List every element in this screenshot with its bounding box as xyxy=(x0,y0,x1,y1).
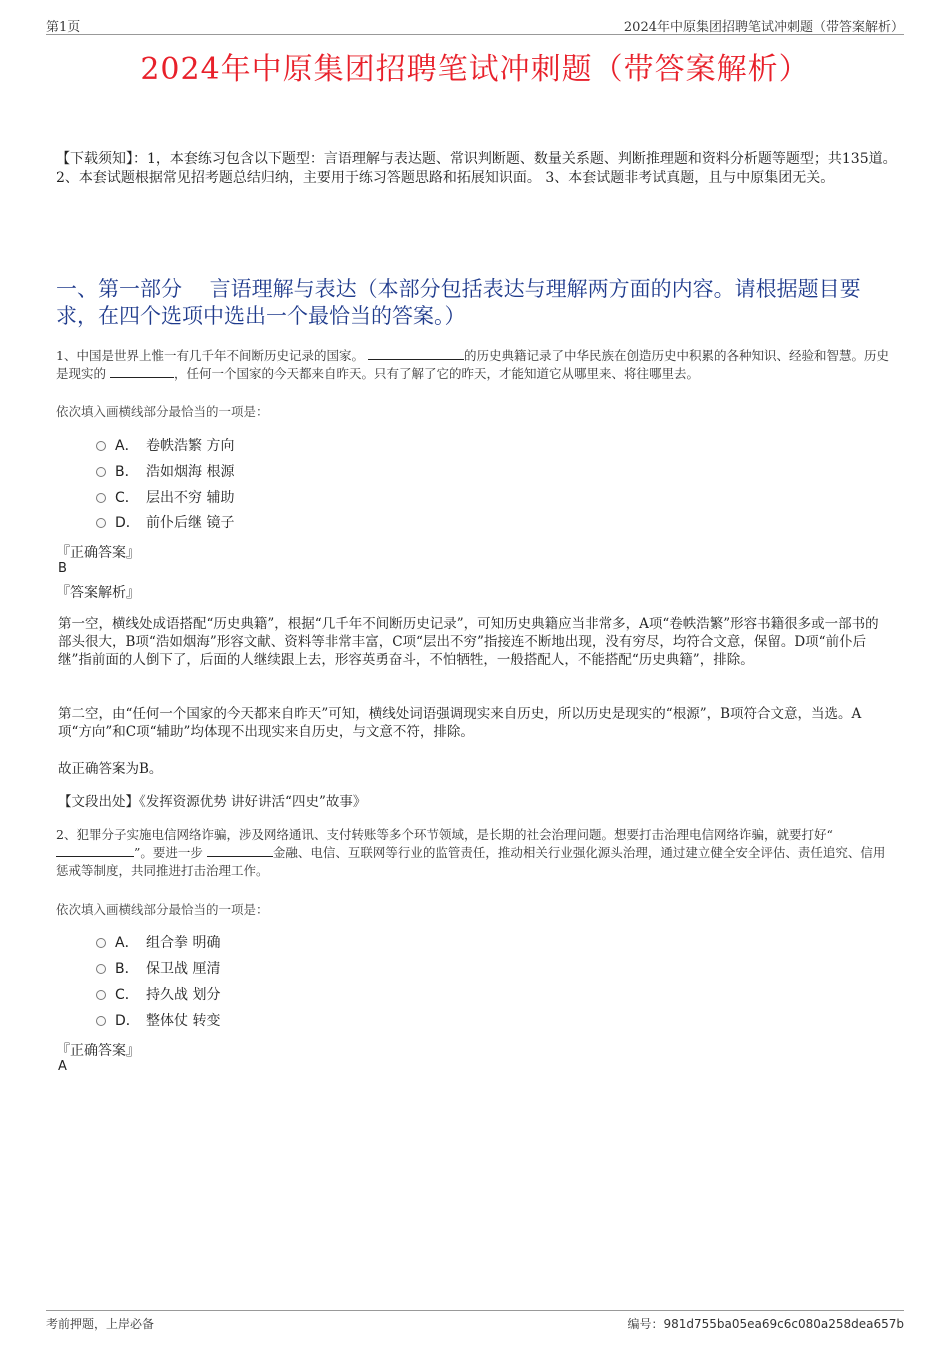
question-1-prompt: 依次填入画横线部分最恰当的一项是： xyxy=(56,404,269,419)
question-2-blank-1 xyxy=(56,844,134,857)
question-1-source: 【文段出处】《发挥资源优势 讲好讲活“四史”故事》 xyxy=(58,794,367,810)
question-2-blank-2 xyxy=(207,844,273,857)
question-1-answer-label: 『正确答案』 xyxy=(56,545,140,561)
download-notice: 【下载须知】：1，本套练习包含以下题型：言语理解与表达题、常识判断题、数量关系题、判断推理题和资料分析题等题型；共135道。 2、本套试题根据常见招考题总结归纳，主要用于练习答题思路和拓展知识面。 3、本套试题非考试真题，且与中原集团无关。 xyxy=(56,151,897,186)
question-1-analysis-1: 第一空，横线处成语搭配“历史典籍”，根据“几千年不间断历史记录”，可知历史典籍应当非常多，A项“卷帙浩繁”形容书籍很多或一部书的部头很大，B项“浩如烟海”形容文献、资料等非常丰富，C项“层出不穷”指接连不断地出现，没有穷尽，均符合文意，保留。D项“前仆后继”指前面的人倒下了，后面的人继续跟上去，形容英勇奋斗，不怕牺牲，一般搭配人，不能搭配“历史典籍”，排除。 xyxy=(58,616,879,668)
question-1-blank-2 xyxy=(110,365,174,378)
footer-slogan: 考前押题，上岸必备 xyxy=(46,1317,155,1331)
radio-icon[interactable] xyxy=(96,1016,106,1026)
radio-icon[interactable] xyxy=(96,467,106,477)
radio-icon[interactable] xyxy=(96,441,106,451)
question-2-prompt: 依次填入画横线部分最恰当的一项是： xyxy=(56,902,269,917)
question-2-text xyxy=(56,826,896,880)
radio-icon[interactable] xyxy=(96,990,106,1000)
question-1-option-a[interactable]: A． 卷帙浩繁 方向 xyxy=(96,436,234,456)
question-1-conclusion: 故正确答案为B。 xyxy=(58,761,163,777)
question-1-analysis-label: 『答案解析』 xyxy=(56,585,140,601)
footer-code: 编号：981d755ba05ea69c6c080a258dea657b xyxy=(627,1317,904,1331)
question-2-answer-label: 『正确答案』 xyxy=(56,1043,140,1059)
question-1-answer: B xyxy=(58,561,67,576)
question-2-part-c: 金融、电信、互联网等行业的监管责任，推动相关行业强化源头治理，通过建立健全安全评估、责任追究、信用惩戒等制度，共同推进打击治理工作。 xyxy=(56,845,886,878)
question-1-option-d[interactable]: D． 前仆后继 镜子 xyxy=(96,513,234,533)
question-1-part-c: ，任何一个国家的今天都来自昨天。只有了解了它的昨天，才能知道它从哪里来、将往哪里去。 xyxy=(174,366,700,381)
question-2-option-a[interactable]: A． 组合拳 明确 xyxy=(96,933,220,953)
question-1-text xyxy=(56,347,896,383)
page-header xyxy=(46,16,904,35)
question-2-option-c[interactable]: C． 持久战 划分 xyxy=(96,985,220,1005)
radio-icon[interactable] xyxy=(96,938,106,948)
question-2-option-b[interactable]: B． 保卫战 厘清 xyxy=(96,959,220,979)
header-doc-title: 2024年中原集团招聘笔试冲刺题（带答案解析） xyxy=(623,20,904,35)
section-title: 一、第一部分 言语理解与表达（本部分包括表达与理解两方面的内容。请根据题目要求，在四个选项中选出一个最恰当的答案。） xyxy=(56,277,861,328)
question-1-blank-1 xyxy=(368,347,464,360)
question-1-option-b[interactable]: B． 浩如烟海 根源 xyxy=(96,462,234,482)
question-2-option-d[interactable]: D． 整体仗 转变 xyxy=(96,1011,220,1031)
question-1-analysis-2: 第二空，由“任何一个国家的今天都来自昨天”可知，横线处词语强调现实来自历史，所以历史是现实的“根源”，B项符合文意，当选。A项“方向”和C项“辅助”均体现不出现实来自历史，与文意不符，排除。 xyxy=(58,706,862,740)
question-1-part-b: 的历史典籍记录了中华民族在创造历史中积累的各种知识、经验和智慧。历史是现实的 xyxy=(56,348,889,381)
page-number: 第1页 xyxy=(46,20,81,35)
page-title: 2024年中原集团招聘笔试冲刺题（带答案解析） xyxy=(140,52,810,87)
question-2-part-b: ”。要进一步 xyxy=(134,845,203,860)
question-1-part-a: 1、中国是世界上惟一有几千年不间断历史记录的国家。 xyxy=(56,348,364,363)
page-footer xyxy=(46,1310,904,1331)
radio-icon[interactable] xyxy=(96,518,106,528)
question-1-option-c[interactable]: C． 层出不穷 辅助 xyxy=(96,488,234,508)
question-2-answer: A xyxy=(58,1059,67,1074)
radio-icon[interactable] xyxy=(96,493,106,503)
radio-icon[interactable] xyxy=(96,964,106,974)
question-2-part-a: 2、犯罪分子实施电信网络诈骗，涉及网络通讯、支付转账等多个环节领域，是长期的社会治理问题。想要打击治理电信网络诈骗，就要打好“ xyxy=(56,827,833,842)
